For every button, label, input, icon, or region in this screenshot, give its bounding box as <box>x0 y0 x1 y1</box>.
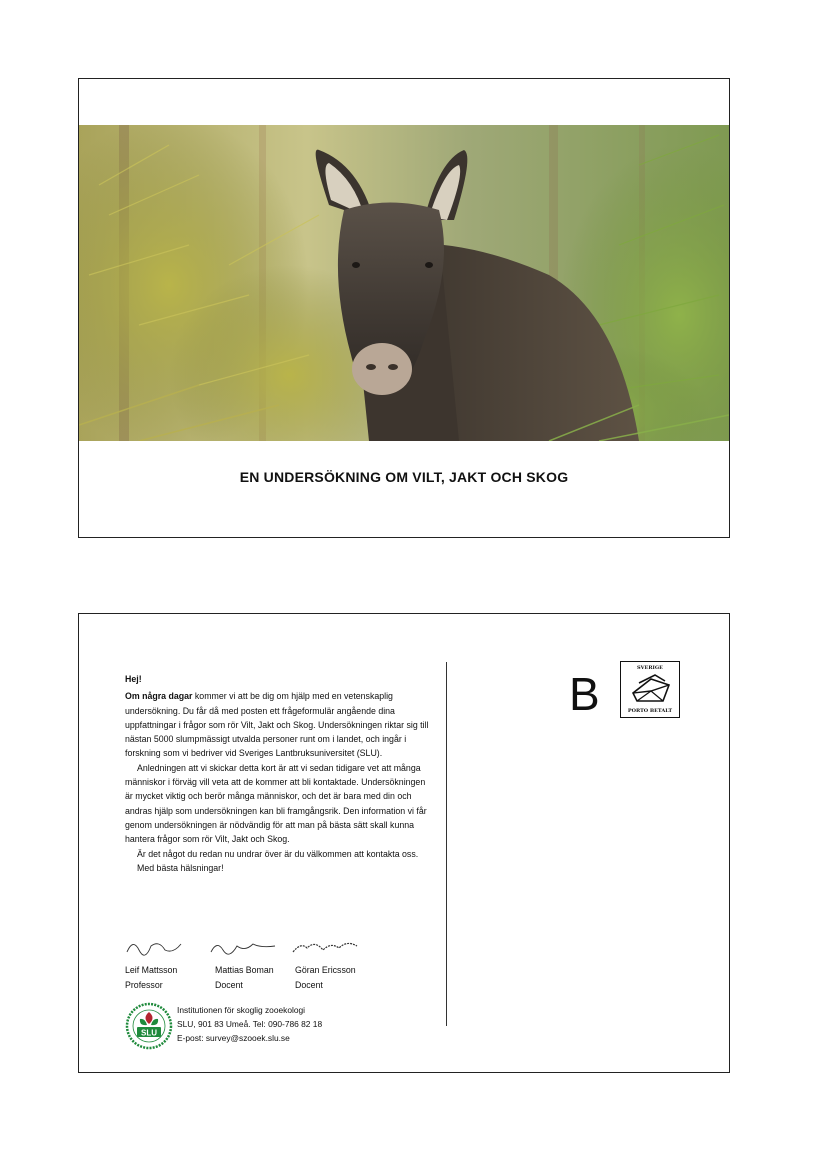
address-divider <box>446 662 447 1026</box>
paragraph-1 <box>125 689 430 760</box>
department-info <box>177 1003 322 1045</box>
postcard-front <box>78 78 730 538</box>
signatory-3 <box>295 963 356 992</box>
signature-scribbles <box>125 936 425 958</box>
slu-logo-text: SLU <box>141 1028 157 1038</box>
paragraph-2: Anledningen att vi skickar detta kort är att vi sedan tidigare vet att många människor i förväg vill veta att de kommer att bli kontaktade. Undersökningen är mycket viktig och berör många människor, och det är bara med din och andras hjälp som undersökningen kan bli framgångsrik. Den information vi får genom undersökningen är nödvändig för att man på bästa sätt skall kunna hantera frågor som rör Vilt, Jakt och Skog. <box>125 762 427 845</box>
paragraph-1-body: kommer vi att be dig om hjälp med en vetenskaplig undersökning. Du får då med posten ett frågeformulär angående dina uppfattningar i frågor som rör Vilt, Jakt och Skog. Undersökningen riktar sig till nästan 5000 slumpmässigt utvalda personer runt om i landet, och ingår i forskning som vi bedriver vid Sveriges Lantbruksuniversitet (SLU). <box>125 691 429 759</box>
postage-stamp <box>620 661 680 718</box>
moose-image <box>79 125 729 441</box>
department-email: E-post: survey@szooek.slu.se <box>177 1033 290 1043</box>
closing: Med bästa hälsningar! <box>137 862 224 873</box>
greeting: Hej! <box>125 674 142 684</box>
department-address: SLU, 901 83 Umeå. Tel: 090-786 82 18 <box>177 1019 323 1029</box>
signatory-2 <box>215 963 274 992</box>
sorting-mark: B <box>569 668 600 720</box>
paragraph-1-lead: Om några dagar <box>125 691 193 702</box>
signatory-1 <box>125 963 177 992</box>
moose-photo <box>79 125 729 441</box>
slu-seal-icon <box>125 1002 173 1050</box>
signatory-title: Docent <box>295 979 323 990</box>
signatory-title: Professor <box>125 979 163 990</box>
signatures <box>125 936 425 958</box>
signatory-name: Göran Ericsson <box>295 965 356 975</box>
envelope-icon <box>629 673 673 705</box>
signatory-name: Mattias Boman <box>215 965 274 975</box>
signatory-name: Leif Mattsson <box>125 965 178 975</box>
department-name: Institutionen för skoglig zooekologi <box>177 1005 306 1015</box>
letter-text <box>125 672 430 875</box>
paragraph-3: Är det något du redan nu undrar över är du välkommen att kontakta oss. <box>137 848 419 859</box>
survey-title: EN UNDERSÖKNING OM VILT, JAKT OCH SKOG <box>239 469 569 485</box>
stamp-postage-paid: PORTO BETALT <box>627 708 673 714</box>
slu-logo <box>125 1002 173 1050</box>
signatory-title: Docent <box>215 979 243 990</box>
postcard-back <box>78 613 730 1073</box>
stamp-country: SVERIGE <box>637 665 663 671</box>
